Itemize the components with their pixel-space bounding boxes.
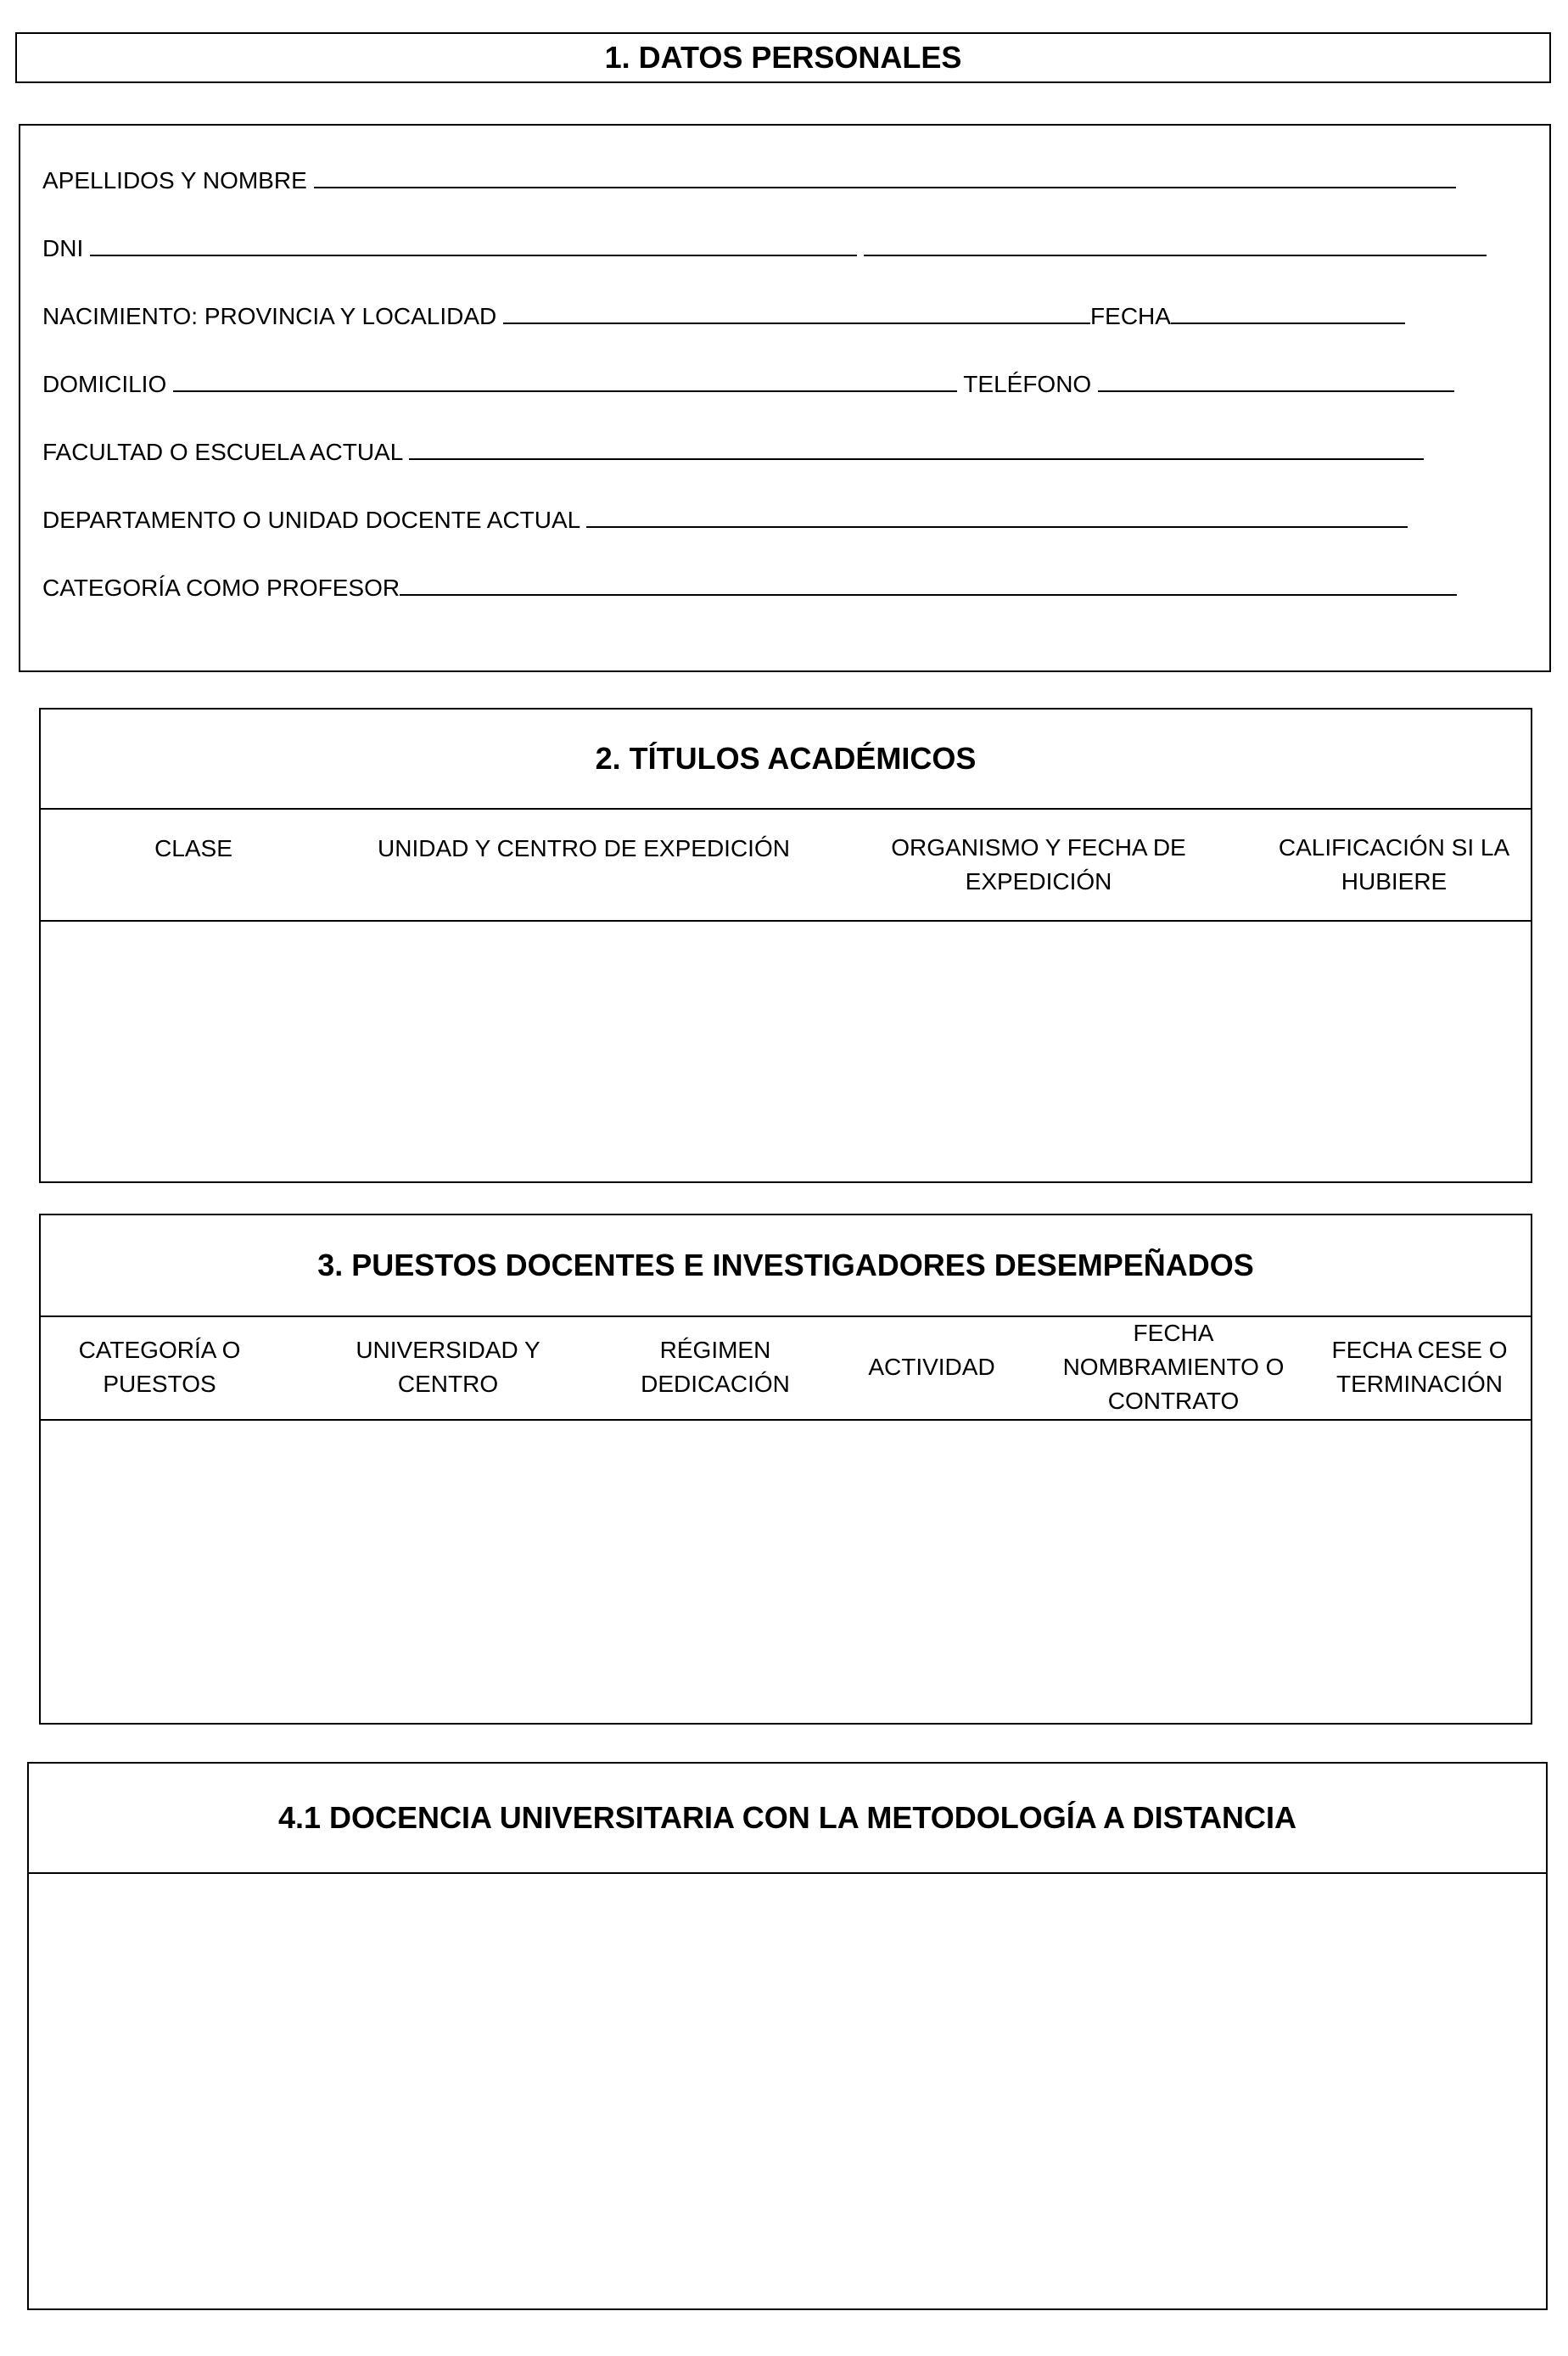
section3-entry-area[interactable] <box>41 1419 1531 1723</box>
header-actividad: ACTIVIDAD <box>868 1354 995 1380</box>
birth-date-line[interactable] <box>1171 302 1405 324</box>
birth-line[interactable] <box>503 302 1090 324</box>
section4-table <box>27 1762 1548 2310</box>
department-label: DEPARTAMENTO O UNIDAD DOCENTE ACTUAL <box>42 507 580 533</box>
dni-line-1[interactable] <box>90 234 857 256</box>
phone-label: TELÉFONO <box>963 371 1092 397</box>
section4-title <box>29 1764 1546 1874</box>
header-regimen: RÉGIMEN DEDICACIÓN <box>641 1337 790 1397</box>
header-fecha-nombramiento: FECHA NOMBRAMIENTO O CONTRATO <box>1062 1320 1285 1414</box>
section2-header-row <box>41 808 1531 922</box>
category-field[interactable] <box>42 574 1457 602</box>
section1-title <box>15 32 1551 83</box>
header-clase: CLASE <box>154 835 232 861</box>
section2-entry-area[interactable] <box>41 922 1531 1181</box>
faculty-line[interactable] <box>409 438 1424 460</box>
header-organismo-fecha: ORGANISMO Y FECHA DE EXPEDICIÓN <box>891 834 1186 895</box>
section3-table <box>39 1214 1532 1725</box>
section3-title <box>41 1215 1531 1315</box>
dni-label: DNI <box>42 235 84 261</box>
department-field[interactable] <box>42 506 1408 534</box>
name-field[interactable] <box>42 166 1456 194</box>
category-label: CATEGORÍA COMO PROFESOR <box>42 575 400 601</box>
dni-line-2[interactable] <box>864 234 1487 256</box>
header-universidad: UNIVERSIDAD Y CENTRO <box>356 1337 540 1397</box>
birth-label: NACIMIENTO: PROVINCIA Y LOCALIDAD <box>42 303 497 329</box>
address-line[interactable] <box>173 370 957 392</box>
header-categoria: CATEGORÍA O PUESTOS <box>78 1337 241 1397</box>
dni-field[interactable] <box>42 234 1487 262</box>
section1-form <box>19 124 1551 672</box>
phone-line[interactable] <box>1098 370 1454 392</box>
address-label: DOMICILIO <box>42 371 167 397</box>
section3-title-text: 3. PUESTOS DOCENTES E INVESTIGADORES DESEMPEÑADOS <box>317 1248 1254 1282</box>
header-calificacion: CALIFICACIÓN SI LA HUBIERE <box>1278 834 1510 895</box>
department-line[interactable] <box>586 506 1408 528</box>
section4-entry-area[interactable] <box>29 1874 1546 2308</box>
category-line[interactable] <box>400 574 1457 596</box>
faculty-label: FACULTAD O ESCUELA ACTUAL <box>42 439 403 465</box>
header-fecha-cese: FECHA CESE O TERMINACIÓN <box>1331 1337 1508 1397</box>
section2-table <box>39 708 1532 1183</box>
section1-title-text: 1. DATOS PERSONALES <box>604 40 962 75</box>
section2-title <box>41 710 1531 808</box>
address-field[interactable] <box>42 370 1454 398</box>
name-line[interactable] <box>314 166 1456 188</box>
faculty-field[interactable] <box>42 438 1424 466</box>
section3-header-row <box>41 1315 1531 1421</box>
header-unidad-centro: UNIDAD Y CENTRO DE EXPEDICIÓN <box>378 835 790 861</box>
birth-date-label: FECHA <box>1090 303 1171 329</box>
section4-title-text: 4.1 DOCENCIA UNIVERSITARIA CON LA METODOLOGÍA A DISTANCIA <box>277 1800 1297 1835</box>
birth-field[interactable] <box>42 302 1405 330</box>
section2-title-text: 2. TÍTULOS ACADÉMICOS <box>595 741 977 776</box>
name-label: APELLIDOS Y NOMBRE <box>42 167 307 194</box>
